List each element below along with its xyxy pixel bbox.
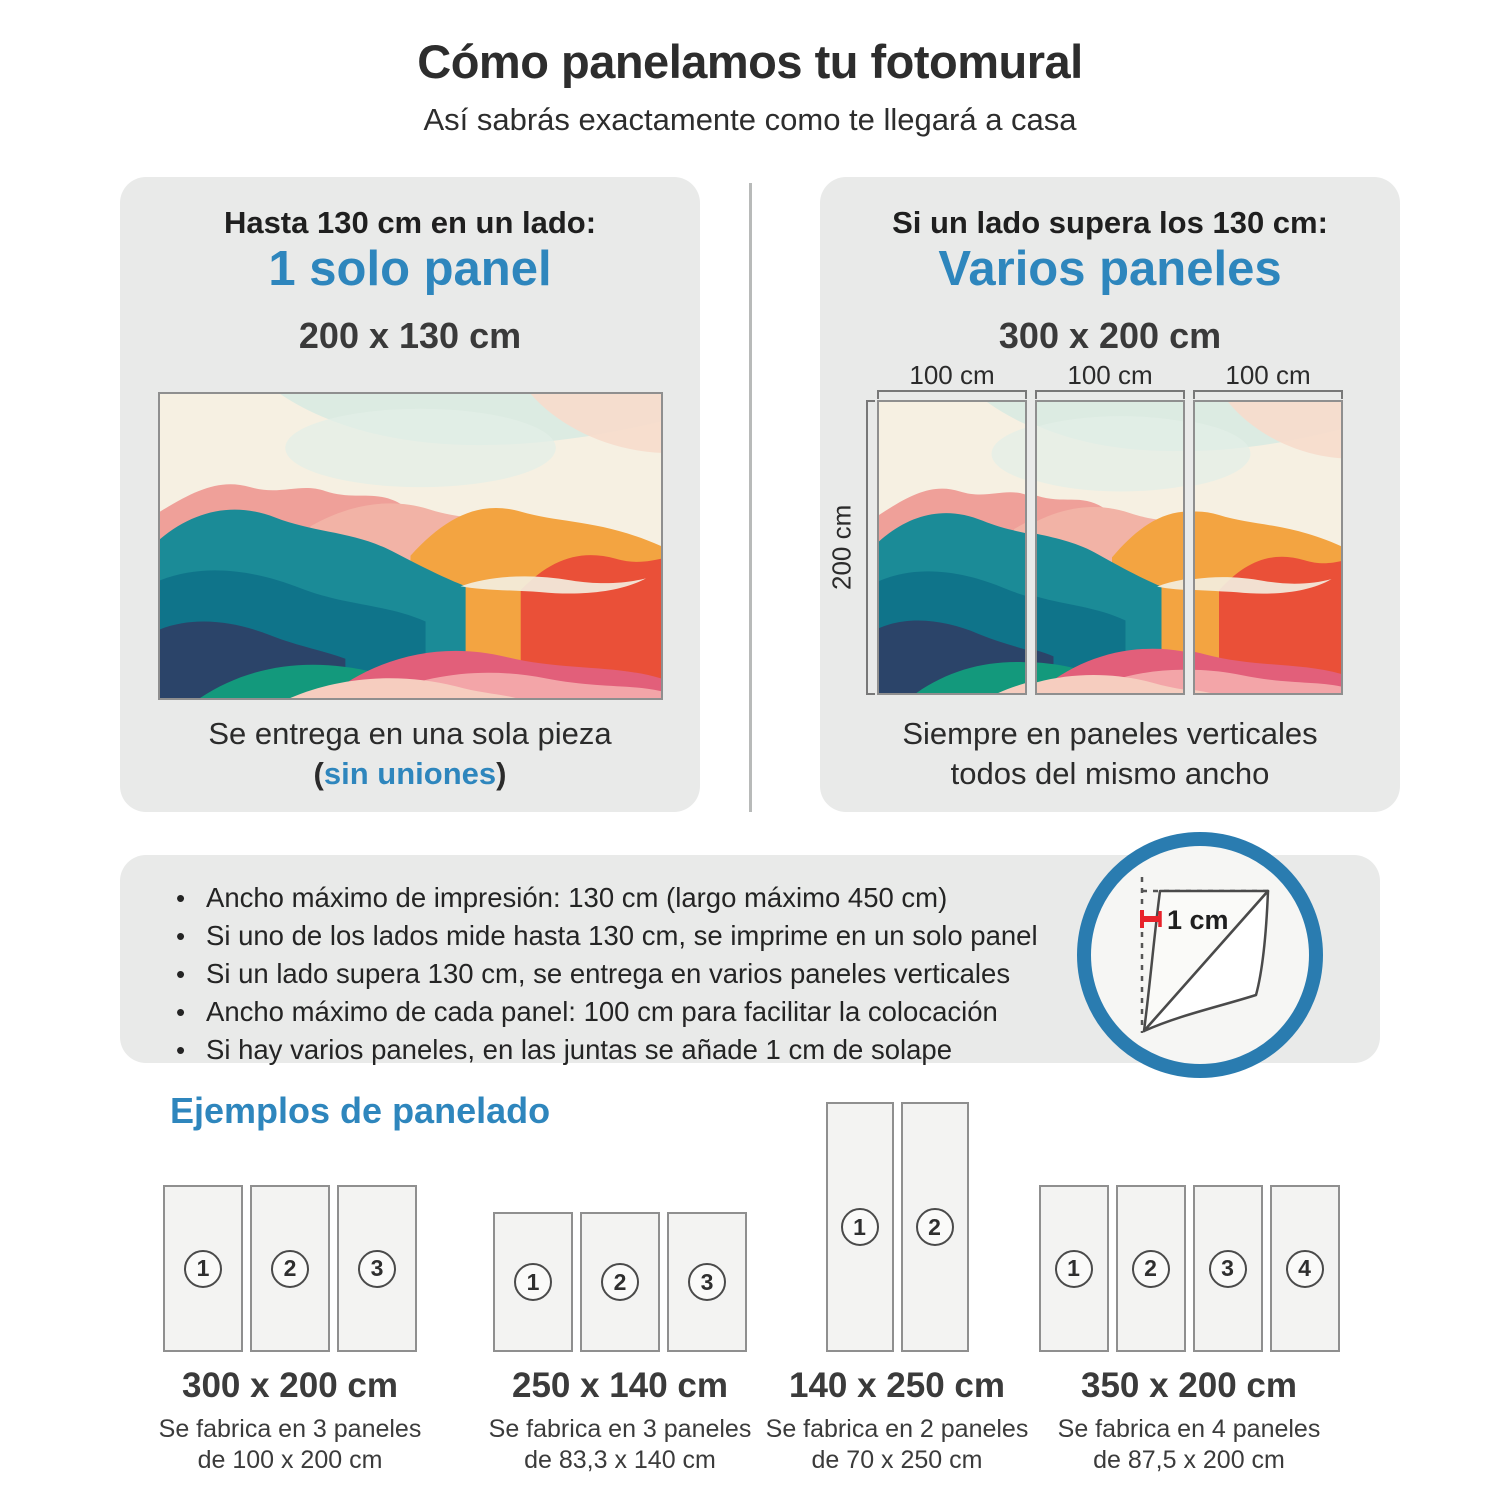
example-caption-line2: de 70 x 250 cm xyxy=(811,1446,983,1474)
multi-panel-caption-line1: Siempre en paneles verticales xyxy=(902,716,1318,751)
example-panel xyxy=(163,1185,243,1352)
multi-panel-highlight: Varios paneles xyxy=(938,242,1282,296)
example-caption xyxy=(1029,1414,1349,1476)
single-panel-card xyxy=(120,177,700,812)
note-bullet-text: Ancho máximo de cada panel: 100 cm para facilitar la colocación xyxy=(206,996,998,1027)
multi-panel-card xyxy=(820,177,1400,812)
width-dimension-bracket xyxy=(877,390,1027,399)
panel-number-badge: 4 xyxy=(1286,1250,1324,1288)
example-panel xyxy=(1270,1185,1340,1352)
example-panel xyxy=(1116,1185,1186,1352)
example-panel xyxy=(826,1102,894,1352)
note-bullet-text: Si uno de los lados mide hasta 130 cm, se imprime en un solo panel xyxy=(206,920,1038,951)
example-panel xyxy=(1039,1185,1109,1352)
width-dimension-label: 100 cm xyxy=(1225,360,1311,390)
caption-close-paren: ) xyxy=(496,756,507,791)
height-dimension-bracket xyxy=(866,400,875,695)
page-subtitle: Así sabrás exactamente como te llegará a casa xyxy=(423,102,1077,137)
bullet-icon: • xyxy=(176,921,186,951)
watercolor-landscape-image xyxy=(879,402,1027,694)
example-size-title: 300 x 200 cm xyxy=(181,1366,398,1405)
example-caption xyxy=(130,1414,450,1476)
example-panel-diagram xyxy=(130,1100,450,1352)
note-bullet-text: Si hay varios paneles, en las juntas se añade 1 cm de solape xyxy=(206,1034,953,1065)
note-bullet-text: Si un lado supera 130 cm, se entrega en varios paneles verticales xyxy=(206,958,1011,989)
panel-number-badge: 1 xyxy=(1055,1250,1093,1288)
mural-panel-slice xyxy=(1193,400,1343,695)
example-panel xyxy=(901,1102,969,1352)
example-panel-diagram xyxy=(460,1100,780,1352)
single-panel-highlight: 1 solo panel xyxy=(268,242,552,296)
example-panel xyxy=(250,1185,330,1352)
multi-panel-size: 300 x 200 cm xyxy=(998,315,1222,356)
page-curl-icon xyxy=(1100,855,1300,1055)
single-panel-heading: Hasta 130 cm en un lado: xyxy=(223,205,597,240)
width-dimension-label: 100 cm xyxy=(909,360,995,390)
examples-heading: Ejemplos de panelado xyxy=(170,1090,551,1131)
panel-number-badge: 2 xyxy=(1132,1250,1170,1288)
example-caption-line1: Se fabrica en 2 paneles xyxy=(765,1415,1029,1443)
example-caption-line1: Se fabrica en 3 paneles xyxy=(488,1415,752,1443)
page-title: Cómo panelamos tu fotomural xyxy=(417,35,1083,88)
example-panel xyxy=(337,1185,417,1352)
example-caption-line2: de 83,3 x 140 cm xyxy=(524,1446,716,1474)
paneling-example xyxy=(460,1100,780,1476)
example-caption-line2: de 100 x 200 cm xyxy=(197,1446,383,1474)
paneling-example xyxy=(130,1100,450,1476)
watercolor-landscape-image xyxy=(1193,402,1343,694)
single-panel-caption xyxy=(120,714,700,794)
example-panel xyxy=(493,1212,573,1352)
example-panel-diagram xyxy=(1029,1100,1349,1352)
panel-number-badge: 1 xyxy=(184,1250,222,1288)
example-caption-line1: Se fabrica en 4 paneles xyxy=(1057,1415,1321,1443)
example-panel xyxy=(667,1212,747,1352)
single-panel-caption-line1: Se entrega en una sola pieza xyxy=(208,716,612,751)
multi-panel-caption xyxy=(820,714,1400,794)
example-size-title: 140 x 250 cm xyxy=(788,1366,1005,1405)
overlap-badge xyxy=(1077,832,1323,1078)
caption-open-paren: ( xyxy=(313,756,324,791)
width-dimension-label: 100 cm xyxy=(1067,360,1153,390)
panel-number-badge: 3 xyxy=(358,1250,396,1288)
panel-number-badge: 2 xyxy=(916,1208,954,1246)
width-dimension-bracket xyxy=(1035,390,1185,399)
mural-panel-slice xyxy=(1035,400,1185,695)
note-bullet-text: Ancho máximo de impresión: 130 cm (largo máximo 450 cm) xyxy=(206,882,948,913)
panel-number-badge: 3 xyxy=(1209,1250,1247,1288)
example-panel xyxy=(1193,1185,1263,1352)
example-panel xyxy=(580,1212,660,1352)
example-caption xyxy=(460,1414,780,1476)
panel-number-badge: 1 xyxy=(514,1263,552,1301)
panel-number-badge: 3 xyxy=(688,1263,726,1301)
paneling-example xyxy=(1029,1100,1349,1476)
card-divider-line xyxy=(749,183,752,812)
example-size-title: 350 x 200 cm xyxy=(1080,1366,1297,1405)
bullet-icon: • xyxy=(176,997,186,1027)
watercolor-landscape-image xyxy=(1035,402,1185,694)
paneling-example xyxy=(737,1100,1057,1476)
example-caption xyxy=(737,1414,1057,1476)
mural-panel-slice xyxy=(877,400,1027,695)
bullet-icon: • xyxy=(176,959,186,989)
bullet-icon: • xyxy=(176,883,186,913)
example-size-title: 250 x 140 cm xyxy=(511,1366,728,1405)
bullet-icon: • xyxy=(176,1035,186,1065)
example-caption-line1: Se fabrica en 3 paneles xyxy=(158,1415,422,1443)
single-panel-size: 200 x 130 cm xyxy=(298,315,522,356)
panel-number-badge: 2 xyxy=(271,1250,309,1288)
panel-number-badge: 2 xyxy=(601,1263,639,1301)
example-caption-line2: de 87,5 x 200 cm xyxy=(1093,1446,1285,1474)
multi-panel-heading: Si un lado supera los 130 cm: xyxy=(892,205,1328,240)
watercolor-landscape-image xyxy=(160,394,661,698)
example-panel-diagram xyxy=(737,1100,1057,1352)
height-dimension-label: 200 cm xyxy=(826,504,857,591)
multi-panel-caption-line2: todos del mismo ancho xyxy=(950,756,1270,791)
mural-preview-image xyxy=(158,392,663,700)
panel-number-badge: 1 xyxy=(841,1208,879,1246)
width-dimension-bracket xyxy=(1193,390,1343,399)
overlap-measure-label: 1 cm xyxy=(1167,905,1229,935)
caption-sin-uniones: sin uniones xyxy=(323,756,497,791)
